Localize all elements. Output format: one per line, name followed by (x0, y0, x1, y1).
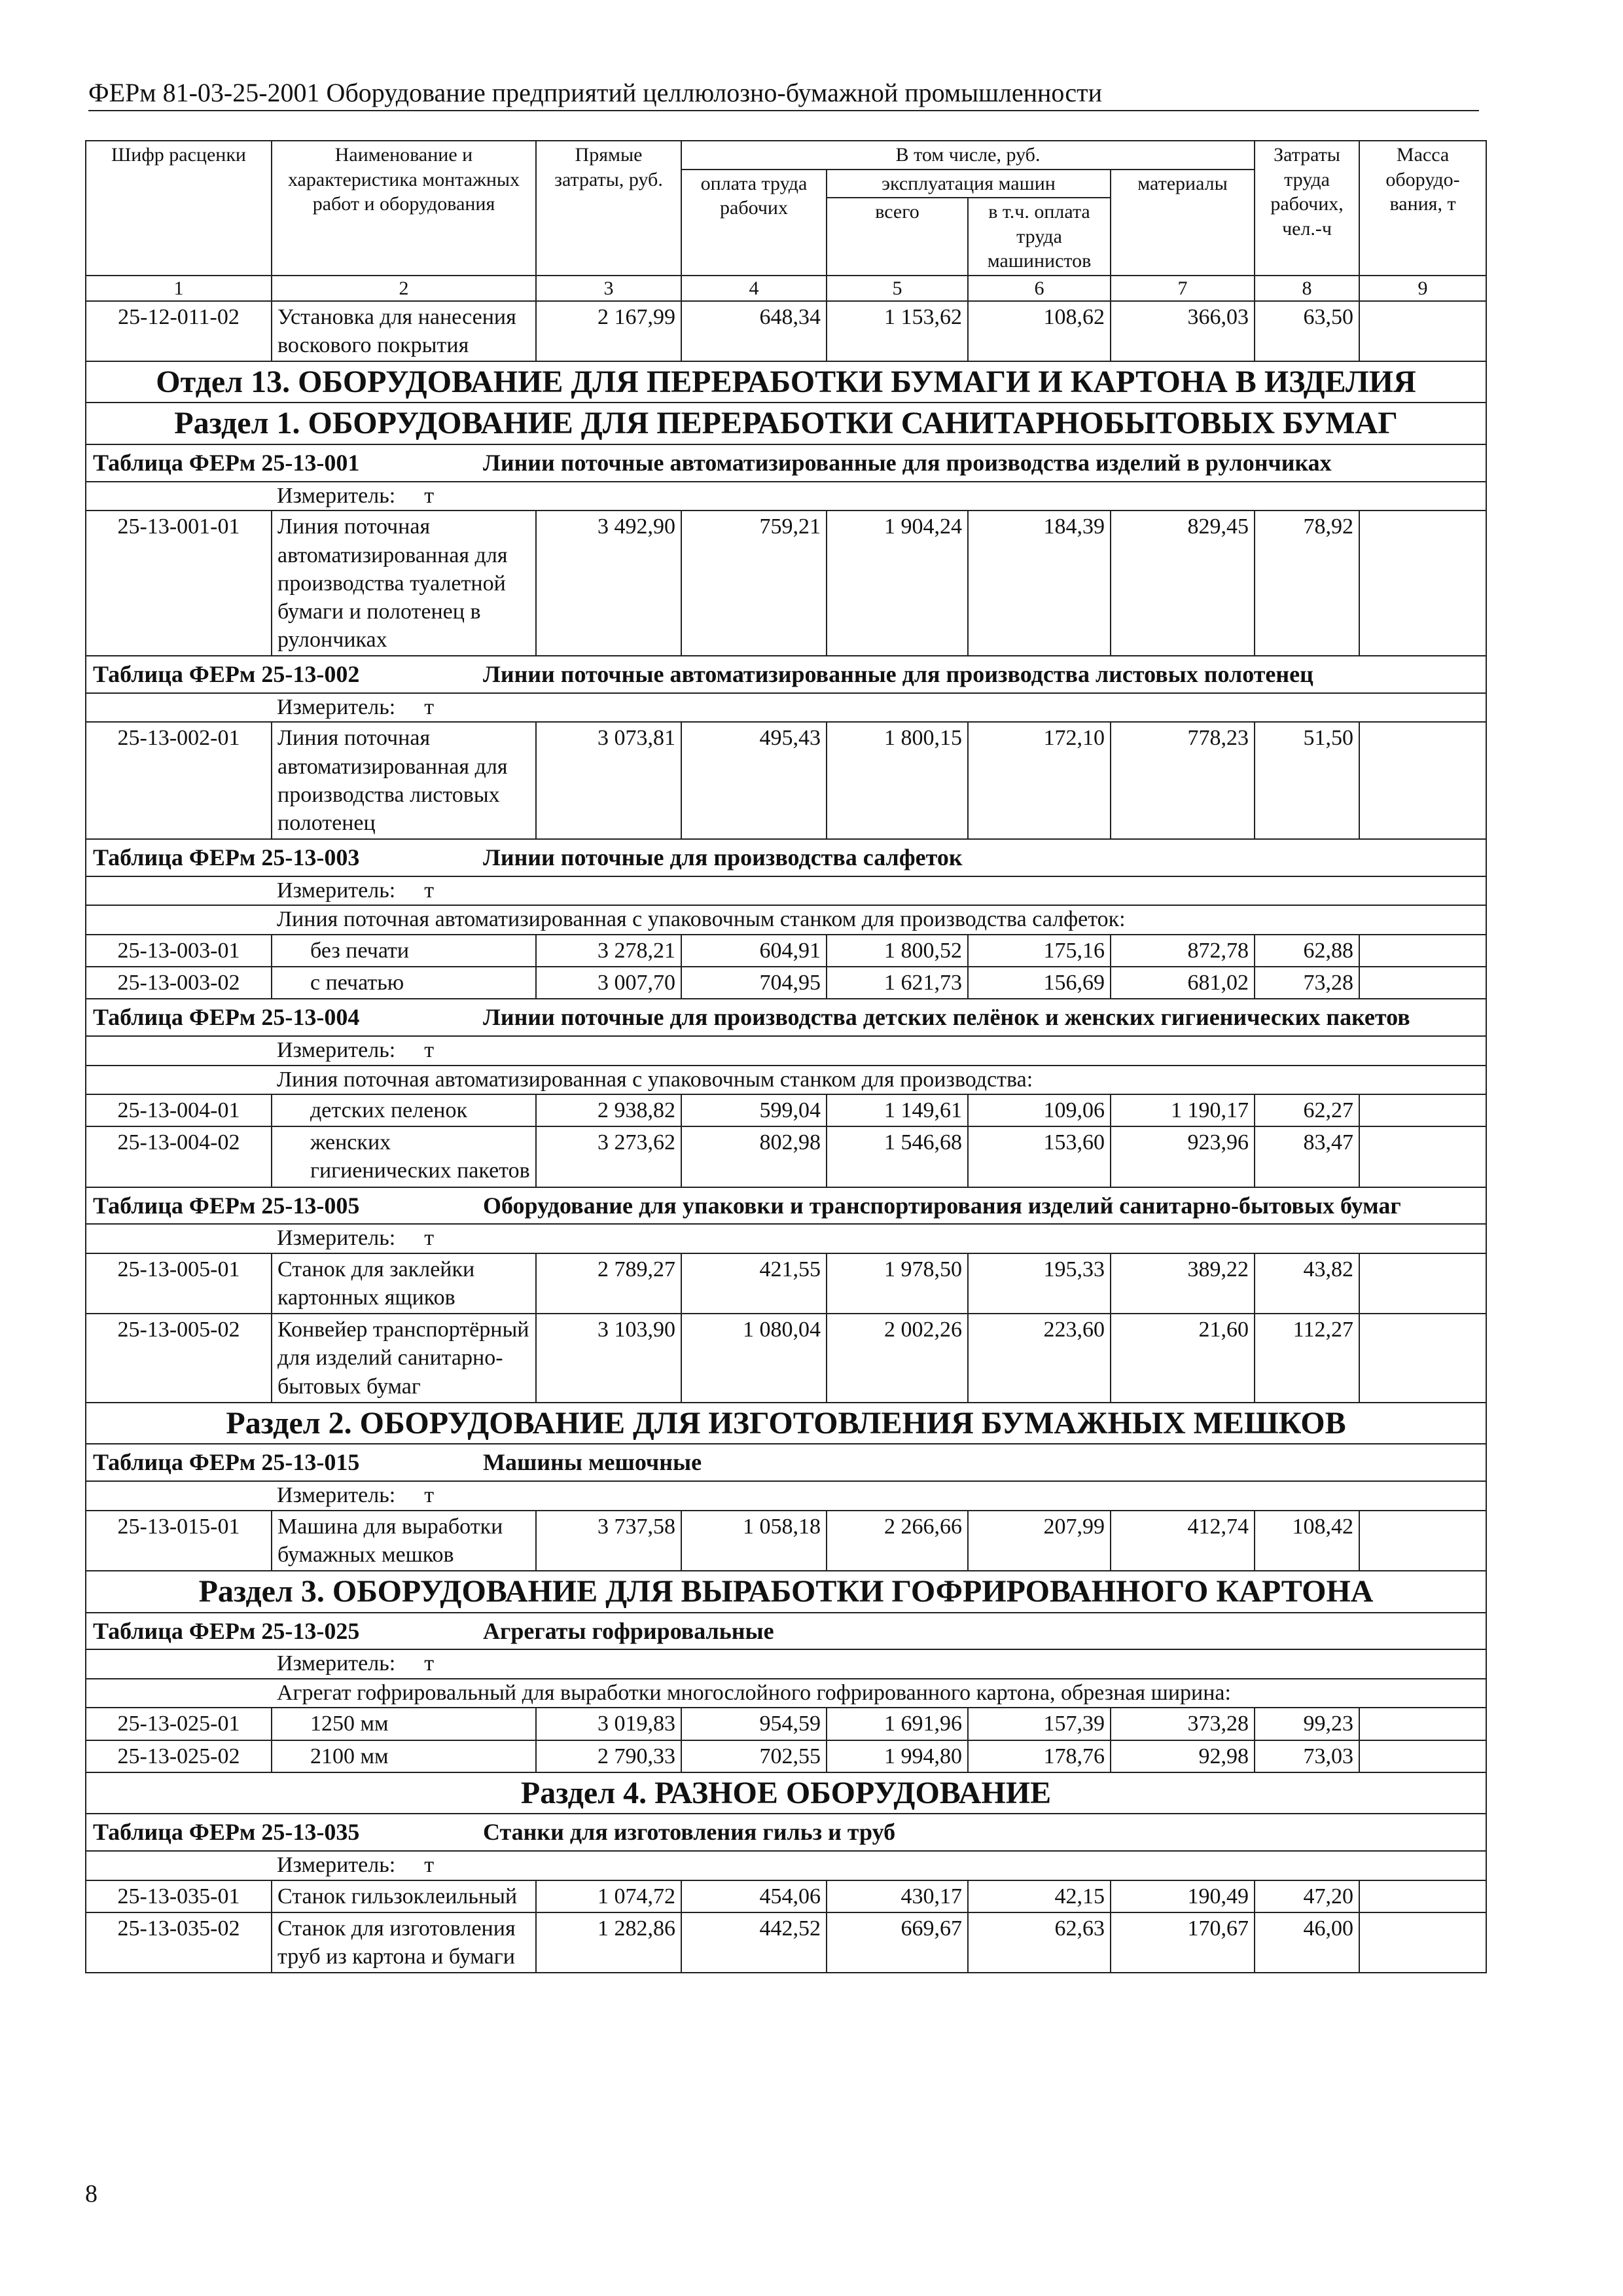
col-header-materials: материалы (1111, 170, 1255, 276)
value-operators: 223,60 (968, 1314, 1111, 1403)
value-mass (1359, 935, 1486, 967)
work-name: Линия поточная автоматизированная для производства листовых полотенец (272, 722, 536, 839)
table-code: Таблица ФЕРм 25-13-001 (93, 450, 360, 476)
value-mass (1359, 1740, 1486, 1772)
col-number: 2 (272, 276, 536, 301)
col-number: 6 (968, 276, 1111, 301)
table-row (86, 1314, 1486, 1403)
measure-label: Измеритель: (277, 1038, 396, 1063)
value-materials: 412,74 (1111, 1511, 1255, 1571)
price-table (85, 140, 1487, 1973)
value-labor: 51,50 (1255, 722, 1359, 839)
table-code: Таблица ФЕРм 25-13-005 (93, 1192, 360, 1219)
table-heading (86, 999, 1486, 1036)
measure-row (86, 1224, 1486, 1253)
value-materials: 829,45 (1111, 511, 1255, 656)
group-note-text: Агрегат гофрировальный для выработки многослойного гофрированного картона, обрезная ширина: (272, 1679, 1486, 1708)
value-wages: 702,55 (681, 1740, 827, 1772)
table-row (86, 1094, 1486, 1126)
value-mass (1359, 967, 1486, 999)
col-number: 5 (827, 276, 968, 301)
measure-row (86, 1481, 1486, 1511)
value-wages: 759,21 (681, 511, 827, 656)
value-total: 1 904,24 (827, 511, 968, 656)
value-labor: 73,03 (1255, 1740, 1359, 1772)
measure-label: Измеритель: (277, 878, 396, 903)
table-heading (86, 1187, 1486, 1225)
work-name: Линия поточная автоматизированная для производства туалетной бумаги и полотенец в рулончиках (272, 511, 536, 656)
group-note (86, 1066, 1486, 1095)
value-direct: 3 737,58 (536, 1511, 681, 1571)
value-total: 669,67 (827, 1912, 968, 1973)
value-wages: 442,52 (681, 1912, 827, 1973)
table-row (86, 722, 1486, 839)
value-direct: 3 007,70 (536, 967, 681, 999)
value-materials: 389,22 (1111, 1253, 1255, 1314)
value-operators: 156,69 (968, 967, 1111, 999)
measure-row (86, 1036, 1486, 1066)
value-total: 1 621,73 (827, 967, 968, 999)
table-code: Таблица ФЕРм 25-13-003 (93, 844, 360, 871)
value-direct: 1 074,72 (536, 1880, 681, 1912)
rate-code: 25-13-015-01 (86, 1511, 272, 1571)
razdel-heading-title: Раздел 2. ОБОРУДОВАНИЕ ДЛЯ ИЗГОТОВЛЕНИЯ БУМАЖНЫХ МЕШКОВ (86, 1403, 1486, 1444)
measure-unit: т (424, 483, 435, 508)
value-direct: 2 938,82 (536, 1094, 681, 1126)
measure-label: Измеритель: (277, 1226, 396, 1251)
value-wages: 1 058,18 (681, 1511, 827, 1571)
value-materials: 170,67 (1111, 1912, 1255, 1973)
col-header-wages: оплата труда рабочих (681, 170, 827, 276)
measure-unit: т (424, 1853, 435, 1878)
table-row (86, 935, 1486, 967)
value-mass (1359, 1708, 1486, 1740)
value-labor: 62,88 (1255, 935, 1359, 967)
value-labor: 47,20 (1255, 1880, 1359, 1912)
value-direct: 2 790,33 (536, 1740, 681, 1772)
table-title: Линии поточные автоматизированные для производства листовых полотенец (483, 661, 1313, 688)
value-operators: 207,99 (968, 1511, 1111, 1571)
table-code: Таблица ФЕРм 25-13-004 (93, 1004, 360, 1031)
measure-unit: т (424, 1038, 435, 1063)
col-header-code: Шифр расценки (86, 141, 272, 276)
col-header-labor: Затраты труда рабочих, чел.-ч (1255, 141, 1359, 276)
table-row (86, 511, 1486, 656)
value-total: 2 266,66 (827, 1511, 968, 1571)
value-wages: 604,91 (681, 935, 827, 967)
table-title: Станки для изготовления гильз и труб (483, 1819, 896, 1846)
razdel-heading-title: Раздел 4. РАЗНОЕ ОБОРУДОВАНИЕ (86, 1772, 1486, 1814)
value-mass (1359, 1253, 1486, 1314)
value-total: 430,17 (827, 1880, 968, 1912)
rate-code: 25-13-004-02 (86, 1126, 272, 1187)
table-title: Линии поточные для производства салфеток (483, 844, 963, 871)
razdel-heading (86, 1571, 1486, 1613)
value-mass (1359, 1511, 1486, 1571)
table-heading (86, 1814, 1486, 1851)
razdel-heading (86, 1772, 1486, 1814)
rate-code: 25-13-003-02 (86, 967, 272, 999)
value-total: 1 149,61 (827, 1094, 968, 1126)
value-materials: 681,02 (1111, 967, 1255, 999)
work-name: женских гигиенических пакетов (272, 1126, 536, 1187)
table-title: Агрегаты гофрировальные (483, 1617, 774, 1644)
measure-unit: т (424, 1226, 435, 1251)
value-total: 1 994,80 (827, 1740, 968, 1772)
col-header-operators: в т.ч. оплата труда машинистов (968, 198, 1111, 276)
value-wages: 802,98 (681, 1126, 827, 1187)
value-mass (1359, 722, 1486, 839)
measure-unit: т (424, 1483, 435, 1508)
value-operators: 108,62 (968, 301, 1111, 361)
table-row (86, 1708, 1486, 1740)
rate-code: 25-13-025-01 (86, 1708, 272, 1740)
work-name: 1250 мм (272, 1708, 536, 1740)
measure-unit: т (424, 878, 435, 903)
otdel-heading (86, 361, 1486, 403)
value-operators: 175,16 (968, 935, 1111, 967)
value-materials: 923,96 (1111, 1126, 1255, 1187)
value-labor: 73,28 (1255, 967, 1359, 999)
value-mass (1359, 1126, 1486, 1187)
group-note (86, 1679, 1486, 1708)
work-name: Станок гильзоклеильный (272, 1880, 536, 1912)
table-row (86, 1880, 1486, 1912)
value-materials: 21,60 (1111, 1314, 1255, 1403)
measure-label: Измеритель: (277, 1483, 396, 1508)
rate-code: 25-13-002-01 (86, 722, 272, 839)
table-body (86, 301, 1486, 1973)
col-number: 3 (536, 276, 681, 301)
razdel-heading (86, 1403, 1486, 1444)
razdel-heading-title: Раздел 3. ОБОРУДОВАНИЕ ДЛЯ ВЫРАБОТКИ ГОФРИРОВАННОГО КАРТОНА (86, 1571, 1486, 1613)
page-number: 8 (85, 2180, 98, 2208)
table-row (86, 1253, 1486, 1314)
col-header-incl: В том числе, руб. (681, 141, 1255, 170)
measure-unit: т (424, 694, 435, 719)
value-operators: 172,10 (968, 722, 1111, 839)
value-materials: 872,78 (1111, 935, 1255, 967)
rate-code: 25-13-005-02 (86, 1314, 272, 1403)
table-code: Таблица ФЕРм 25-13-025 (93, 1617, 360, 1644)
work-name: Конвейер транспортёрный для изделий санитарно-бытовых бумаг (272, 1314, 536, 1403)
value-labor: 112,27 (1255, 1314, 1359, 1403)
table-heading (86, 444, 1486, 482)
value-total: 1 978,50 (827, 1253, 968, 1314)
value-labor: 83,47 (1255, 1126, 1359, 1187)
work-name: Установка для нанесения воскового покрытия (272, 301, 536, 361)
rate-code: 25-12-011-02 (86, 301, 272, 361)
value-wages: 421,55 (681, 1253, 827, 1314)
value-materials: 366,03 (1111, 301, 1255, 361)
value-operators: 42,15 (968, 1880, 1111, 1912)
work-name: Станок для изготовления труб из картона и бумаги (272, 1912, 536, 1973)
value-mass (1359, 1094, 1486, 1126)
value-wages: 495,43 (681, 722, 827, 839)
measure-label: Измеритель: (277, 1651, 396, 1676)
value-wages: 599,04 (681, 1094, 827, 1126)
col-header-mass: Масса оборудо-вания, т (1359, 141, 1486, 276)
rate-code: 25-13-003-01 (86, 935, 272, 967)
table-row (86, 1912, 1486, 1973)
running-header: ФЕРм 81-03-25-2001 Оборудование предприятий целлюлозно-бумажной промышленности (88, 78, 1103, 107)
work-name: Машина для выработки бумажных мешков (272, 1511, 536, 1571)
col-number: 7 (1111, 276, 1255, 301)
value-direct: 3 278,21 (536, 935, 681, 967)
group-note (86, 905, 1486, 935)
table-title: Линии поточные для производства детских пелёнок и женских гигиенических пакетов (483, 1004, 1410, 1031)
razdel-heading-title: Раздел 1. ОБОРУДОВАНИЕ ДЛЯ ПЕРЕРАБОТКИ САНИТАРНОБЫТОВЫХ БУМАГ (86, 403, 1486, 444)
value-direct: 3 103,90 (536, 1314, 681, 1403)
value-materials: 190,49 (1111, 1880, 1255, 1912)
value-materials: 92,98 (1111, 1740, 1255, 1772)
value-operators: 195,33 (968, 1253, 1111, 1314)
group-note-text: Линия поточная автоматизированная с упаковочным станком для производства: (272, 1066, 1486, 1095)
col-header-direct: Прямые затраты, руб. (536, 141, 681, 276)
measure-row (86, 482, 1486, 511)
rate-code: 25-13-035-02 (86, 1912, 272, 1973)
value-labor: 108,42 (1255, 1511, 1359, 1571)
measure-row (86, 693, 1486, 723)
value-direct: 3 273,62 (536, 1126, 681, 1187)
measure-label: Измеритель: (277, 1853, 396, 1878)
table-heading (86, 1613, 1486, 1650)
measure-row (86, 1649, 1486, 1679)
table-heading (86, 839, 1486, 876)
column-numbers (86, 276, 1486, 301)
rate-code: 25-13-005-01 (86, 1253, 272, 1314)
value-mass (1359, 1912, 1486, 1973)
value-total: 1 691,96 (827, 1708, 968, 1740)
value-wages: 454,06 (681, 1880, 827, 1912)
col-header-machines: эксплуатация машин (827, 170, 1111, 198)
work-name: без печати (272, 935, 536, 967)
value-labor: 43,82 (1255, 1253, 1359, 1314)
value-labor: 99,23 (1255, 1708, 1359, 1740)
value-mass (1359, 301, 1486, 361)
value-wages: 648,34 (681, 301, 827, 361)
value-total: 1 153,62 (827, 301, 968, 361)
col-number: 8 (1255, 276, 1359, 301)
table-heading (86, 656, 1486, 693)
table-row (86, 1126, 1486, 1187)
measure-label: Измеритель: (277, 483, 396, 508)
col-header-total: всего (827, 198, 968, 276)
value-mass (1359, 1880, 1486, 1912)
measure-row (86, 1851, 1486, 1880)
otdel-heading-title: Отдел 13. ОБОРУДОВАНИЕ ДЛЯ ПЕРЕРАБОТКИ БУМАГИ И КАРТОНА В ИЗДЕЛИЯ (86, 361, 1486, 403)
measure-unit: т (424, 1651, 435, 1676)
col-number: 4 (681, 276, 827, 301)
table-title: Линии поточные автоматизированные для производства изделий в рулончиках (483, 450, 1332, 476)
table-row (86, 1511, 1486, 1571)
value-direct: 2 789,27 (536, 1253, 681, 1314)
table-title: Оборудование для упаковки и транспортирования изделий санитарно-бытовых бумаг (483, 1192, 1401, 1219)
value-mass (1359, 511, 1486, 656)
value-total: 1 546,68 (827, 1126, 968, 1187)
value-materials: 1 190,17 (1111, 1094, 1255, 1126)
value-total: 1 800,15 (827, 722, 968, 839)
col-number: 1 (86, 276, 272, 301)
value-direct: 3 492,90 (536, 511, 681, 656)
value-labor: 62,27 (1255, 1094, 1359, 1126)
group-note-text: Линия поточная автоматизированная с упаковочным станком для производства салфеток: (272, 905, 1486, 935)
value-labor: 46,00 (1255, 1912, 1359, 1973)
value-operators: 62,63 (968, 1912, 1111, 1973)
value-direct: 2 167,99 (536, 301, 681, 361)
rate-code: 25-13-004-01 (86, 1094, 272, 1126)
value-total: 2 002,26 (827, 1314, 968, 1403)
table-row (86, 967, 1486, 999)
table-heading (86, 1444, 1486, 1481)
value-operators: 157,39 (968, 1708, 1111, 1740)
table-code: Таблица ФЕРм 25-13-015 (93, 1449, 360, 1476)
value-direct: 3 073,81 (536, 722, 681, 839)
value-operators: 178,76 (968, 1740, 1111, 1772)
value-operators: 153,60 (968, 1126, 1111, 1187)
value-wages: 954,59 (681, 1708, 827, 1740)
work-name: детских пеленок (272, 1094, 536, 1126)
razdel-heading (86, 403, 1486, 444)
work-name: 2100 мм (272, 1740, 536, 1772)
work-name: Станок для заклейки картонных ящиков (272, 1253, 536, 1314)
table-row (86, 1740, 1486, 1772)
table-code: Таблица ФЕРм 25-13-035 (93, 1819, 360, 1846)
value-operators: 109,06 (968, 1094, 1111, 1126)
value-wages: 1 080,04 (681, 1314, 827, 1403)
rate-code: 25-13-001-01 (86, 511, 272, 656)
table-title: Машины мешочные (483, 1449, 702, 1476)
col-header-name: Наименование и характеристика монтажных работ и оборудования (272, 141, 536, 276)
header-rule (88, 110, 1479, 111)
value-labor: 78,92 (1255, 511, 1359, 656)
table-code: Таблица ФЕРм 25-13-002 (93, 661, 360, 688)
measure-row (86, 876, 1486, 906)
value-direct: 3 019,83 (536, 1708, 681, 1740)
measure-label: Измеритель: (277, 694, 396, 719)
work-name: с печатью (272, 967, 536, 999)
rate-code: 25-13-025-02 (86, 1740, 272, 1772)
value-total: 1 800,52 (827, 935, 968, 967)
value-operators: 184,39 (968, 511, 1111, 656)
value-materials: 373,28 (1111, 1708, 1255, 1740)
value-mass (1359, 1314, 1486, 1403)
value-wages: 704,95 (681, 967, 827, 999)
value-materials: 778,23 (1111, 722, 1255, 839)
table-row (86, 301, 1486, 361)
col-number: 9 (1359, 276, 1486, 301)
value-direct: 1 282,86 (536, 1912, 681, 1973)
rate-code: 25-13-035-01 (86, 1880, 272, 1912)
value-labor: 63,50 (1255, 301, 1359, 361)
